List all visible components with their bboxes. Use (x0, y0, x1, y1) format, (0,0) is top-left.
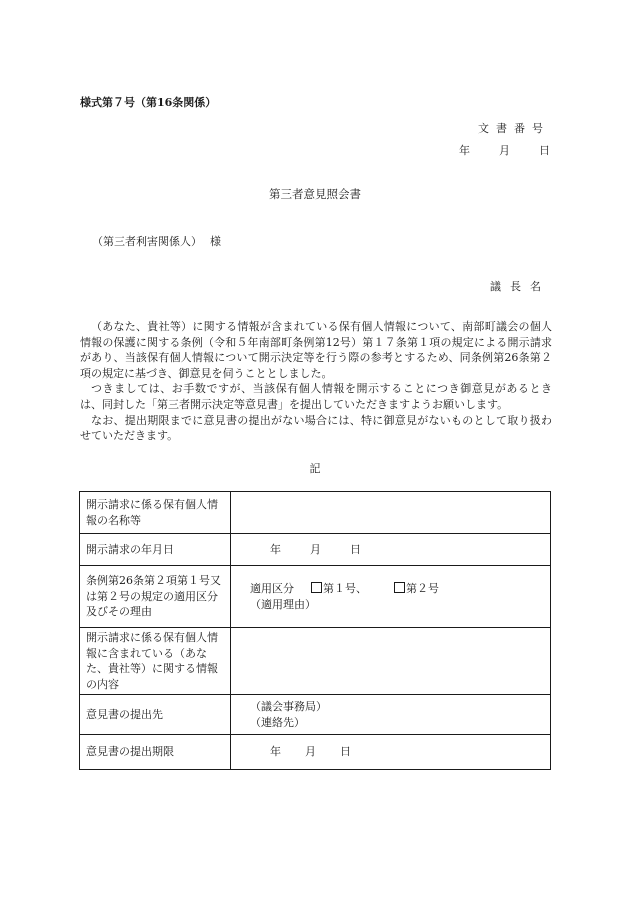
request-info-name-value[interactable] (231, 492, 551, 534)
submission-deadline-value[interactable] (231, 735, 551, 770)
table-row (80, 628, 551, 695)
applicable-category-label: 条例第26条第２項第１号又は第２号の規定の適用区分及びその理由 (80, 566, 231, 628)
form-number: 様式第７号（第16条関係） (80, 96, 217, 109)
issue-date (459, 142, 550, 158)
body-paragraph-3: なお、提出期限までに意見書の提出がない場合には、特に御意見がないものとして取り扱わせていただきます。 (80, 413, 552, 443)
related-info-content-label: 開示請求に係る保有個人情報に含まれている（あなた、貴社等）に関する情報の内容 (80, 628, 231, 695)
destination-office: （議会事務局） (250, 700, 327, 713)
ki-heading: 記 (309, 462, 321, 475)
sender-name: 議長名 (490, 280, 550, 293)
body-paragraph-1: （あなた、貴社等）に関する情報が含まれている保有個人情報について、南部町議会の個人情報の保護に関する条例（令和５年南部町条例第12号）第１７条第１項の規定による開示請求があり、当該保有個人情報について開示決定等を行う際の参考とするため、同条例第26条第２項の規定に基づき、御意見を伺うこととしました。 (80, 320, 552, 380)
category-label: 適用区分 (250, 582, 294, 595)
related-info-content-value[interactable] (231, 628, 551, 695)
table-row (80, 735, 551, 770)
request-info-name-label: 開示請求に係る保有個人情報の名称等 (80, 492, 231, 534)
option-1-label: 第１号、 (323, 582, 367, 595)
request-date-label: 開示請求の年月日 (80, 534, 231, 566)
deadline-day: 日 (340, 745, 351, 759)
destination-contact: （連絡先） (250, 715, 305, 729)
reason-label: （適用理由） (250, 597, 316, 611)
deadline-year: 年 (270, 745, 281, 759)
request-date-year: 年 (270, 542, 281, 556)
body-text (80, 319, 552, 444)
request-date-day: 日 (350, 542, 361, 556)
issue-date-month: 月 (499, 144, 510, 157)
submission-deadline-label: 意見書の提出期限 (80, 735, 231, 770)
applicable-category-value (231, 566, 551, 628)
addressee-name: （第三者利害関係人） (92, 235, 202, 248)
issue-date-year: 年 (459, 144, 470, 157)
issue-date-day: 日 (539, 144, 550, 157)
document-title: 第三者意見照会書 (269, 187, 361, 201)
request-date-month: 月 (310, 542, 321, 556)
submission-destination-value (231, 695, 551, 735)
option-1-checkbox[interactable] (311, 582, 322, 593)
submission-destination-label: 意見書の提出先 (80, 695, 231, 735)
document-number-label: 文書番号 (478, 122, 550, 135)
request-date-value[interactable] (231, 534, 551, 566)
option-2-label: 第２号 (406, 582, 439, 595)
table-row (80, 534, 551, 566)
table-row (80, 695, 551, 735)
table-row (80, 492, 551, 534)
addressee (92, 233, 221, 249)
deadline-month: 月 (305, 745, 316, 759)
addressee-honorific: 様 (210, 235, 221, 248)
table-row (80, 566, 551, 628)
option-2-checkbox[interactable] (394, 582, 405, 593)
details-table (79, 491, 551, 770)
body-paragraph-2: つきましては、お手数ですが、当該保有個人情報を開示することにつき御意見があるときは、同封した「第三者開示決定等意見書」を提出していただきますようお願いします。 (80, 382, 552, 411)
